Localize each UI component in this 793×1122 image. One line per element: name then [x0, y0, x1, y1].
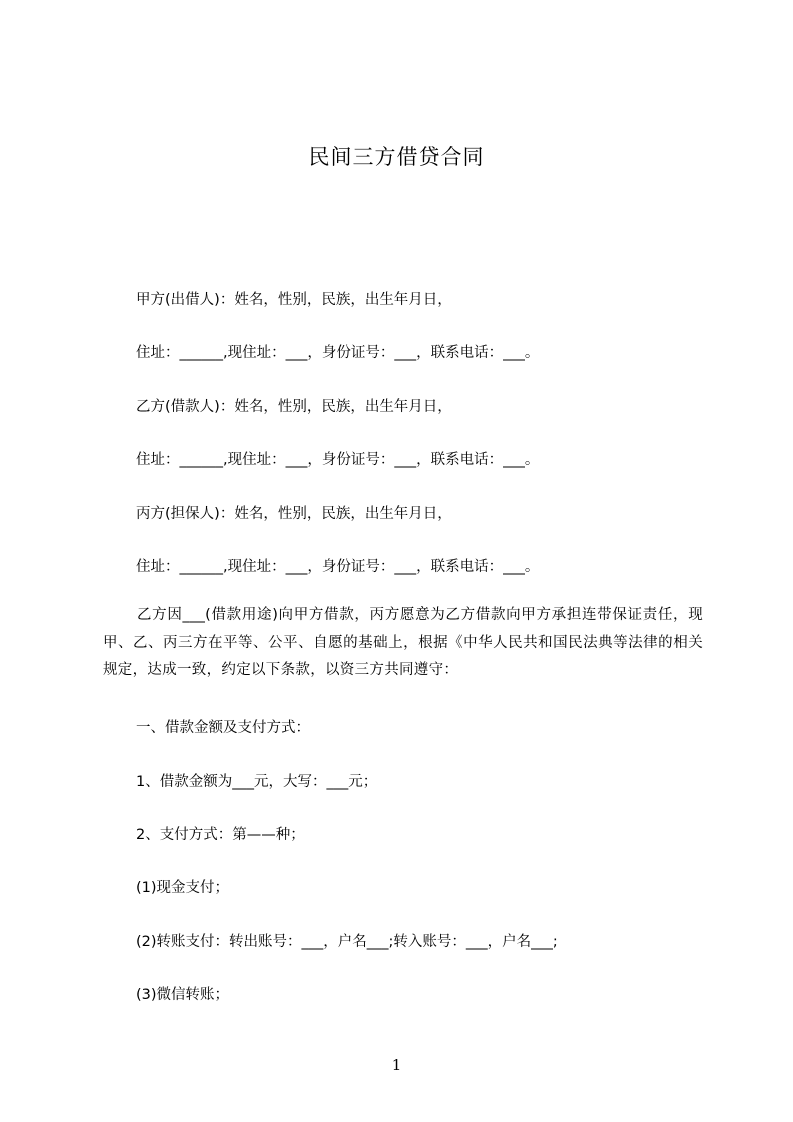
section-1-heading: 一、借款金额及支付方式：	[136, 720, 310, 736]
party-c-address-line: 住址：______,现住址：___，身份证号：___，联系电话：___。	[136, 559, 540, 575]
party-c-line: 丙方(担保人)：姓名，性别，民族，出生年月日，	[136, 506, 452, 522]
document-title: 民间三方借贷合同	[308, 145, 485, 169]
item-2-payment-method: 2、支付方式：第——种；	[136, 827, 305, 843]
party-a-line: 甲方(出借人)：姓名，性别，民族，出生年月日，	[136, 292, 452, 308]
option-2-transfer: (2)转账支付：转出账号：___，户名___;转入账号：___，户名___;	[136, 934, 558, 950]
option-1-cash: (1)现金支付；	[136, 880, 230, 896]
preamble-paragraph: 乙方因___(借款用途)向甲方借款，丙方愿意为乙方借款向甲方承担连带保证责任，现甲、乙、丙三方在平等、公平、自愿的基础上，根据《中华人民共和国民法典等法律的相关规定，达成一致，约定以下条款，以资三方共同遵守：	[103, 607, 703, 678]
party-a-address-line: 住址：______,现住址：___，身份证号：___，联系电话：___。	[136, 345, 540, 361]
party-b-address-line: 住址：______,现住址：___，身份证号：___，联系电话：___。	[136, 452, 540, 468]
item-1-amount: 1、借款金额为___元，大写：___元；	[136, 774, 378, 790]
option-3-wechat: (3)微信转账；	[136, 987, 230, 1003]
page-number: 1	[391, 1056, 402, 1074]
party-b-line: 乙方(借款人)：姓名，性别，民族，出生年月日，	[136, 399, 452, 415]
